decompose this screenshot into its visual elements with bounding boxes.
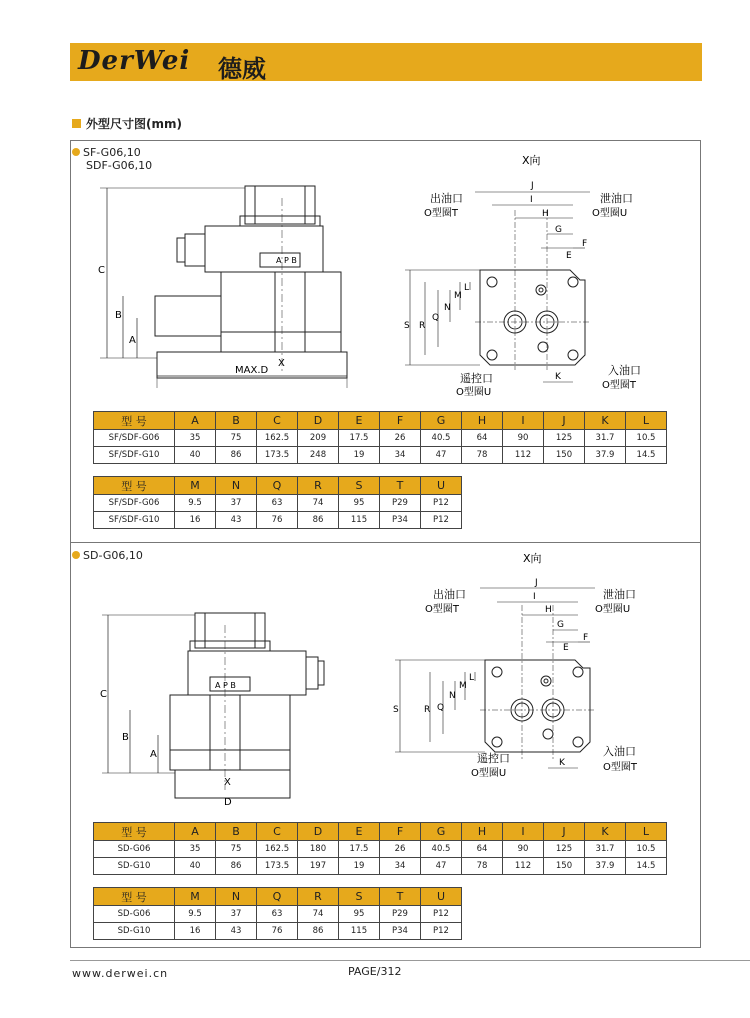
table-cell: 86	[298, 923, 339, 940]
table-cell: 150	[544, 858, 585, 875]
brand-logo: DerWei	[78, 46, 191, 76]
table-cell: 86	[216, 447, 257, 464]
table-cell: 9.5	[175, 906, 216, 923]
table-header-cell: E	[339, 823, 380, 841]
inlet-port-label-1: 入油口	[608, 364, 641, 377]
dim-e-1: E	[566, 251, 572, 261]
table-cell: 75	[216, 430, 257, 447]
dim-c-label: C	[98, 265, 105, 276]
dim-k-2: K	[559, 758, 565, 768]
table-cell: 47	[421, 858, 462, 875]
table-cell: 86	[298, 512, 339, 529]
table-header-cell: G	[421, 823, 462, 841]
table-cell: 19	[339, 858, 380, 875]
dim-l-2: L	[469, 673, 475, 683]
table-cell: 63	[257, 495, 298, 512]
table-cell: 173.5	[257, 858, 298, 875]
oring-t2-label-1: O型圈T	[602, 380, 636, 391]
table-header-cell: N	[216, 477, 257, 495]
table-header-cell: B	[216, 823, 257, 841]
oring-t-label-2: O型圈T	[425, 604, 459, 615]
dim-j-1: J	[531, 181, 534, 191]
pilot-port-label-2: 遥控口	[477, 752, 510, 765]
table-cell: SF/SDF-G06	[94, 495, 175, 512]
table-cell: 40	[175, 447, 216, 464]
table-header-cell: E	[339, 412, 380, 430]
dim-q-1: Q	[432, 313, 440, 323]
table-cell: 197	[298, 858, 339, 875]
dim-j-2: J	[535, 578, 538, 588]
table-cell: 19	[339, 447, 380, 464]
table-row	[94, 447, 667, 464]
oring-t2-label-2: O型圈T	[603, 762, 637, 773]
dim-s-2: S	[393, 705, 399, 715]
table-header-cell: T	[380, 477, 421, 495]
table-cell: 112	[503, 447, 544, 464]
dim-m-2: M	[459, 681, 467, 691]
x-view-drawing-2	[385, 550, 655, 785]
table-cell: 78	[462, 447, 503, 464]
table-header-row	[94, 823, 667, 841]
table-cell: P12	[421, 906, 462, 923]
side-view-drawing-1	[95, 178, 355, 393]
solenoid-label-2: A P B	[215, 681, 236, 690]
outlet-port-label-1: 出油口	[430, 192, 463, 205]
table-header-cell: M	[175, 888, 216, 906]
table-header-cell: L	[626, 412, 667, 430]
table-header-cell: U	[421, 477, 462, 495]
table-header-cell: H	[462, 412, 503, 430]
view-title-1: X向	[522, 154, 541, 167]
oring-t-label-1: O型圈T	[424, 208, 458, 219]
table-header-cell: D	[298, 412, 339, 430]
model-sf-line2: SDF-G06,10	[86, 159, 153, 172]
table-cell: 16	[175, 923, 216, 940]
table-cell: 63	[257, 906, 298, 923]
table-cell: P34	[380, 923, 421, 940]
table-cell: 40.5	[421, 430, 462, 447]
table-cell: 43	[216, 923, 257, 940]
table-cell: 150	[544, 447, 585, 464]
dim-g-2: G	[557, 620, 564, 630]
table-cell: P12	[421, 512, 462, 529]
inlet-port-label-2: 入油口	[603, 745, 636, 758]
drain-port-label-1: 泄油口	[600, 192, 633, 205]
footer-divider	[70, 960, 750, 961]
table-cell: 34	[380, 447, 421, 464]
bullet-square-icon	[72, 119, 81, 128]
dim-e-2: E	[563, 643, 569, 653]
table-header-row	[94, 477, 462, 495]
table-cell: 125	[544, 430, 585, 447]
table-header-cell: 型 号	[94, 412, 175, 430]
table-header-cell: J	[544, 823, 585, 841]
oring-u2-label-2: O型圈U	[471, 768, 507, 779]
table-header-cell: F	[380, 412, 421, 430]
outlet-port-label-2: 出油口	[433, 588, 466, 601]
table-header-cell: G	[421, 412, 462, 430]
table-cell: 125	[544, 841, 585, 858]
table-header-cell: N	[216, 888, 257, 906]
bullet-dot-icon	[72, 551, 80, 559]
table-header-cell: B	[216, 412, 257, 430]
dim-r-2: R	[424, 705, 431, 715]
table-cell: 76	[257, 512, 298, 529]
table-header-cell: H	[462, 823, 503, 841]
table-cell: 64	[462, 430, 503, 447]
table-cell: 173.5	[257, 447, 298, 464]
table-row	[94, 430, 667, 447]
oring-u-label-1: O型圈U	[592, 208, 628, 219]
side-view-drawing-2	[100, 605, 340, 810]
spec-table-2	[93, 476, 462, 529]
table-cell: 74	[298, 906, 339, 923]
pilot-port-label-1: 遥控口	[460, 372, 493, 385]
table-cell: 112	[503, 858, 544, 875]
table-row	[94, 906, 462, 923]
table-cell: 34	[380, 858, 421, 875]
dim-l-1: L	[464, 283, 470, 293]
table-header-cell: M	[175, 477, 216, 495]
section-divider	[70, 542, 701, 543]
dim-h-2: H	[545, 605, 552, 615]
bullet-dot-icon	[72, 148, 80, 156]
table-cell: 75	[216, 841, 257, 858]
oring-u-label-2: O型圈U	[595, 604, 631, 615]
table-cell: 9.5	[175, 495, 216, 512]
table-header-row	[94, 412, 667, 430]
table-cell: 26	[380, 841, 421, 858]
table-cell: P34	[380, 512, 421, 529]
solenoid-label: A P B	[276, 256, 297, 265]
table-cell: SD-G06	[94, 906, 175, 923]
dim-k-1: K	[555, 372, 561, 382]
dim-h-1: H	[542, 209, 549, 219]
page-number: PAGE/312	[348, 965, 402, 978]
spec-table-1	[93, 411, 667, 464]
table-cell: 43	[216, 512, 257, 529]
dim-c-label-2: C	[100, 689, 107, 700]
table-cell: 86	[216, 858, 257, 875]
table-cell: SF/SDF-G10	[94, 447, 175, 464]
dim-q-2: Q	[437, 703, 445, 713]
section-title-text: 外型尺寸图(mm)	[86, 117, 182, 131]
table-cell: P29	[380, 495, 421, 512]
table-cell: 95	[339, 906, 380, 923]
dim-x-label: X	[278, 358, 285, 369]
table-cell: 35	[175, 841, 216, 858]
table-header-cell: F	[380, 823, 421, 841]
table-cell: 162.5	[257, 841, 298, 858]
table-header-cell: D	[298, 823, 339, 841]
table-header-cell: R	[298, 888, 339, 906]
table-header-cell: Q	[257, 477, 298, 495]
table-cell: 90	[503, 430, 544, 447]
table-cell: P12	[421, 495, 462, 512]
table-cell: 40.5	[421, 841, 462, 858]
table-row	[94, 841, 667, 858]
table-cell: 37	[216, 495, 257, 512]
table-cell: 115	[339, 923, 380, 940]
table-row	[94, 512, 462, 529]
table-cell: 115	[339, 512, 380, 529]
table-cell: P12	[421, 923, 462, 940]
table-header-cell: 型 号	[94, 823, 175, 841]
table-header-cell: 型 号	[94, 888, 175, 906]
table-cell: 74	[298, 495, 339, 512]
table-cell: SF/SDF-G10	[94, 512, 175, 529]
table-cell: 37	[216, 906, 257, 923]
table-header-cell: K	[585, 823, 626, 841]
table-cell: P29	[380, 906, 421, 923]
dim-b-label-2: B	[122, 732, 129, 743]
x-view-drawing-1	[380, 150, 650, 398]
table-cell: 35	[175, 430, 216, 447]
table-header-cell: A	[175, 823, 216, 841]
table-cell: 17.5	[339, 841, 380, 858]
table-cell: 40	[175, 858, 216, 875]
model-label-sd	[72, 549, 143, 562]
table-cell: 180	[298, 841, 339, 858]
table-cell: 17.5	[339, 430, 380, 447]
oring-u2-label-1: O型圈U	[456, 387, 492, 398]
spec-table-4	[93, 887, 462, 940]
model-label-sf	[72, 146, 152, 172]
table-cell: 90	[503, 841, 544, 858]
dim-f-1: F	[582, 239, 588, 249]
table-header-cell: C	[257, 823, 298, 841]
footer-url[interactable]: www.derwei.cn	[72, 967, 169, 980]
dim-maxd-label: MAX.D	[235, 365, 269, 376]
table-row	[94, 495, 462, 512]
table-header-cell: U	[421, 888, 462, 906]
table-cell: SD-G10	[94, 923, 175, 940]
table-header-cell: 型 号	[94, 477, 175, 495]
dim-n-1: N	[444, 303, 451, 313]
table-cell: 47	[421, 447, 462, 464]
dim-x-label-2: X	[224, 777, 231, 788]
dim-g-1: G	[555, 225, 562, 235]
table-cell: 37.9	[585, 447, 626, 464]
dim-f-2: F	[583, 633, 589, 643]
table-cell: 162.5	[257, 430, 298, 447]
table-header-cell: I	[503, 823, 544, 841]
table-cell: 95	[339, 495, 380, 512]
table-cell: 31.7	[585, 841, 626, 858]
table-cell: 10.5	[626, 841, 667, 858]
dim-i-2: I	[533, 592, 536, 602]
table-cell: SD-G10	[94, 858, 175, 875]
table-cell: 14.5	[626, 858, 667, 875]
dim-n-2: N	[449, 691, 456, 701]
table-header-cell: A	[175, 412, 216, 430]
table-cell: 31.7	[585, 430, 626, 447]
dim-b-label: B	[115, 310, 122, 321]
model-sf-line1: SF-G06,10	[83, 146, 141, 159]
drain-port-label-2: 泄油口	[603, 588, 636, 601]
table-cell: 209	[298, 430, 339, 447]
dim-d-label-2: D	[224, 797, 232, 808]
table-cell: 78	[462, 858, 503, 875]
table-row	[94, 923, 462, 940]
table-header-cell: I	[503, 412, 544, 430]
dim-r-1: R	[419, 321, 426, 331]
dim-m-1: M	[454, 291, 462, 301]
brand-chinese: 德威	[218, 54, 266, 83]
table-cell: 14.5	[626, 447, 667, 464]
section-title	[72, 115, 182, 132]
table-cell: 37.9	[585, 858, 626, 875]
model-sd-line1: SD-G06,10	[83, 549, 143, 562]
table-cell: 26	[380, 430, 421, 447]
table-cell: 76	[257, 923, 298, 940]
dim-i-1: I	[530, 195, 533, 205]
table-header-cell: S	[339, 888, 380, 906]
table-header-cell: R	[298, 477, 339, 495]
table-row	[94, 858, 667, 875]
table-cell: 10.5	[626, 430, 667, 447]
table-header-cell: S	[339, 477, 380, 495]
table-header-cell: T	[380, 888, 421, 906]
table-cell: 64	[462, 841, 503, 858]
table-header-cell: K	[585, 412, 626, 430]
table-header-row	[94, 888, 462, 906]
view-title-2: X向	[523, 552, 542, 565]
table-cell: 16	[175, 512, 216, 529]
table-cell: SF/SDF-G06	[94, 430, 175, 447]
spec-table-3	[93, 822, 667, 875]
dim-s-1: S	[404, 321, 410, 331]
table-header-cell: C	[257, 412, 298, 430]
table-cell: SD-G06	[94, 841, 175, 858]
table-header-cell: L	[626, 823, 667, 841]
dim-a-label-2: A	[150, 749, 157, 760]
dim-a-label: A	[129, 335, 136, 346]
table-header-cell: J	[544, 412, 585, 430]
table-header-cell: Q	[257, 888, 298, 906]
table-cell: 248	[298, 447, 339, 464]
header-bar	[70, 43, 702, 81]
